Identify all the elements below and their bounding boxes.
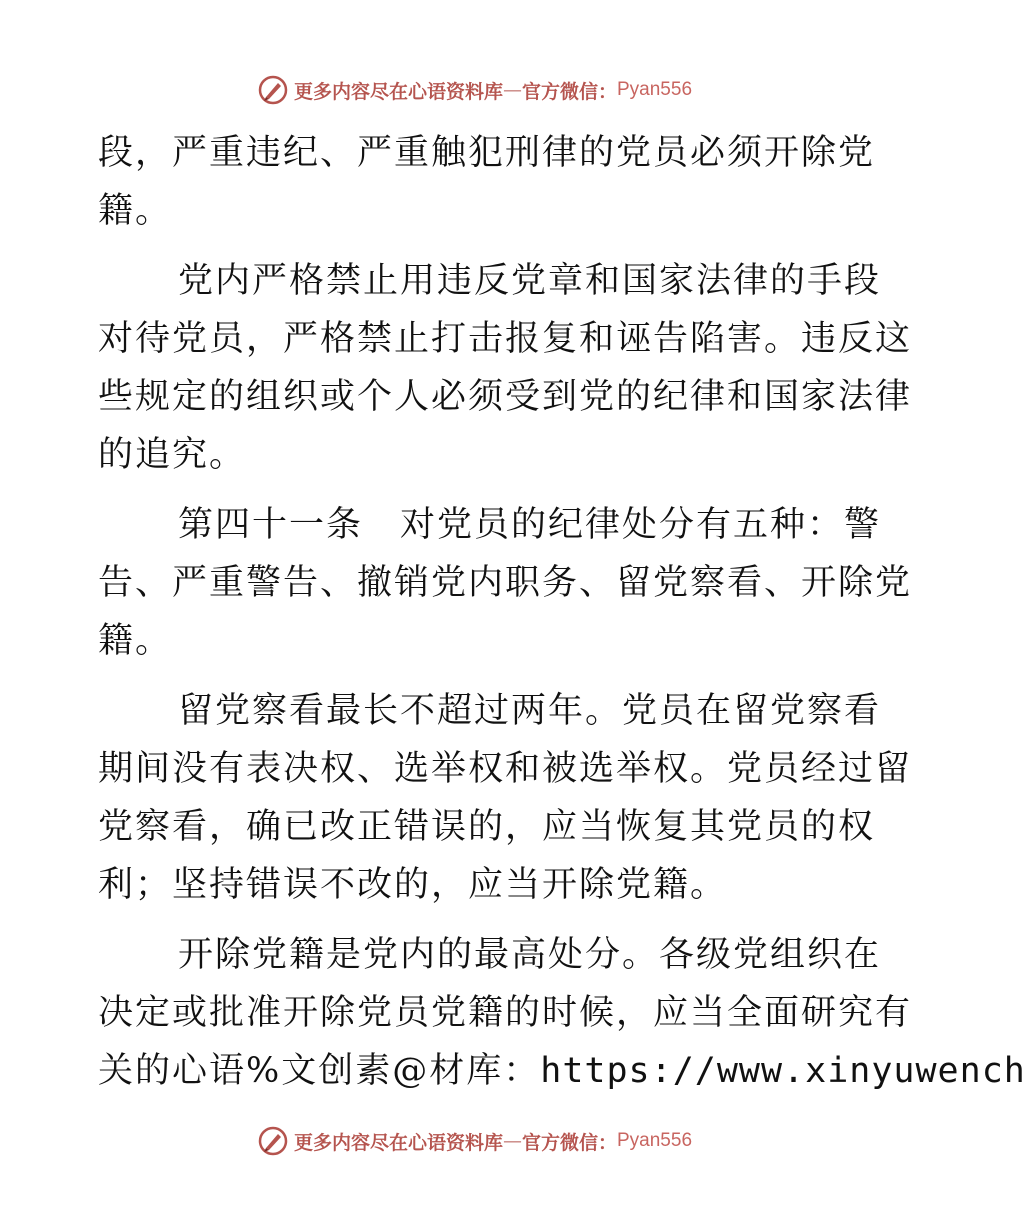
text-line-with-url [98,1042,1026,1100]
watermark-url-text: https://www.xinyuwench [540,1051,1026,1091]
text-line: 籍。 [98,191,173,231]
paragraph-1 [98,124,876,240]
text-line: 籍。 [98,621,173,661]
banner-text: 更多内容尽在心语资料库 [293,1131,503,1154]
banner-dash: — [502,1130,522,1152]
text-line: 告、严重警告、撤销党内职务、留党察看、开除党 [98,563,913,603]
banner-wechat-label: 官方微信： [521,80,617,103]
paragraph-4 [98,682,913,914]
text-line: 的追究。 [98,435,247,475]
banner-wechat-id: Pyan556 [617,1130,693,1151]
text-fragment: 关的心语%文创素@材库： [98,1051,541,1091]
paragraph-2 [98,252,913,484]
banner-dash: — [502,79,522,101]
pen-logo-icon [258,1126,288,1156]
text-line: 留党察看最长不超过两年。党员在留党察看 [178,691,882,731]
text-line: 党内严格禁止用违反党章和国家法律的手段 [178,261,882,301]
text-line: 开除党籍是党内的最高处分。各级党组织在 [178,935,882,975]
banner-text: 更多内容尽在心语资料库 [293,80,503,103]
banner-wechat-id: Pyan556 [617,79,693,100]
text-line: 决定或批准开除党员党籍的时候，应当全面研究有 [98,993,913,1033]
text-line: 期间没有表决权、选举权和被选举权。党员经过留 [98,749,913,789]
paragraph-5 [98,926,1026,1100]
header-watermark-banner [0,70,950,110]
text-line: 段，严重违纪、严重触犯刑律的党员必须开除党 [98,133,876,173]
pen-logo-icon [258,75,288,105]
text-line: 些规定的组织或个人必须受到党的纪律和国家法律 [98,377,913,417]
text-line: 对待党员，严格禁止打击报复和诬告陷害。违反这 [98,319,913,359]
text-line: 利；坚持错误不改的，应当开除党籍。 [98,865,728,905]
document-body [98,124,1026,1112]
text-line: 第四十一条 对党员的纪律处分有五种：警 [178,505,882,545]
banner-wechat-label: 官方微信： [521,1131,617,1154]
text-line: 党察看，确已改正错误的，应当恢复其党员的权 [98,807,876,847]
footer-watermark-banner [0,1121,950,1161]
paragraph-3 [98,496,913,670]
